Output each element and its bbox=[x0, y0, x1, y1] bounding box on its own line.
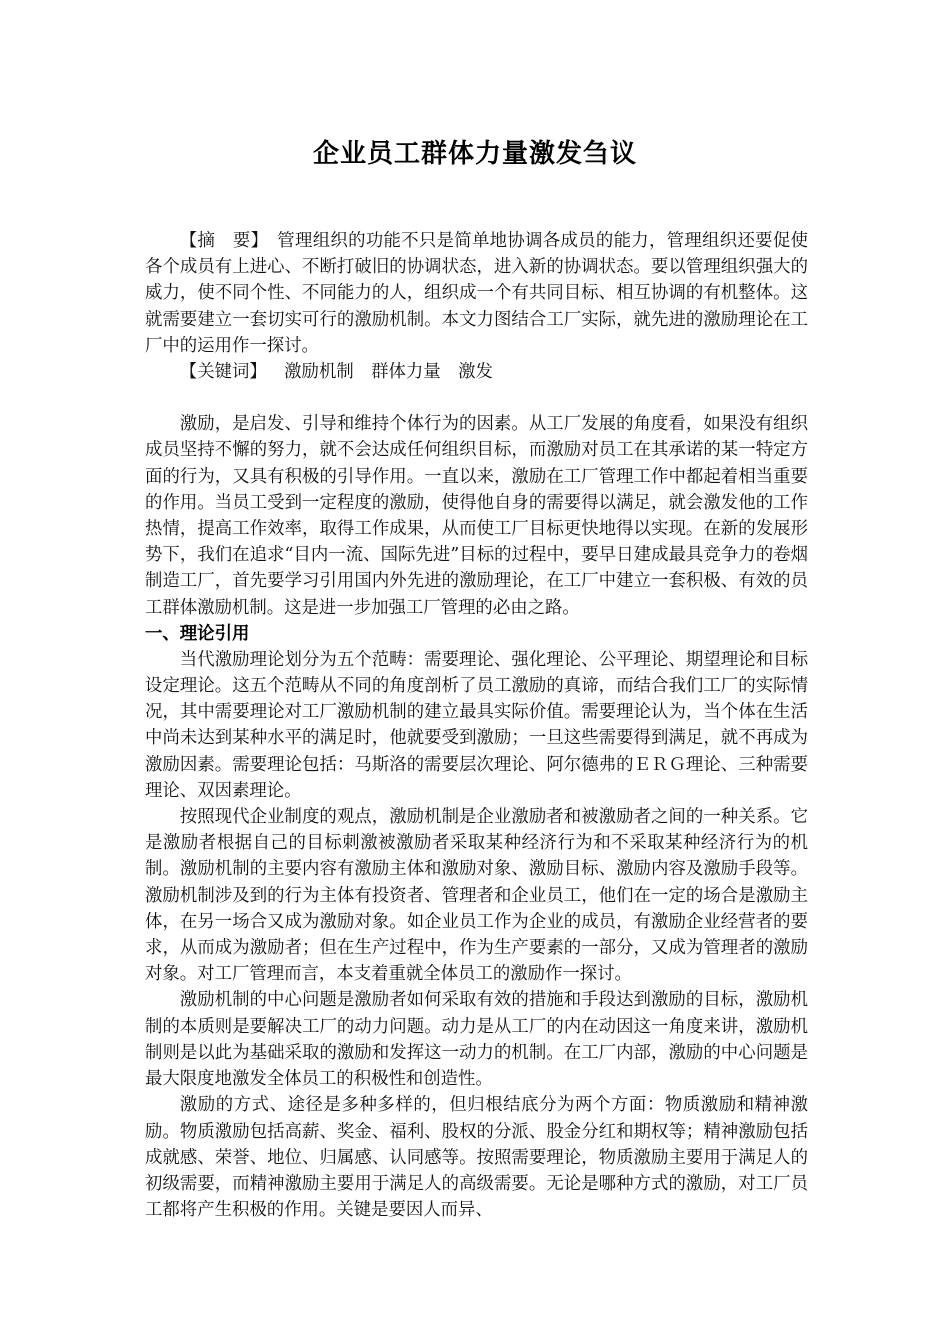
keywords-paragraph bbox=[145, 359, 808, 385]
body-paragraph: 按照现代企业制度的观点，激励机制是企业激励者和被激励者之间的一种关系。它是激励者根据自己的目标刺激被激励者采取某种经济行为和不采取某种经济行为的机制。激励机制的主要内容有激励主体和激励对象、激励目标、激励内容及激励手段等。激励机制涉及到的行为主体有投资者、管理者和企业员工，他们在一定的场合是激励主体，在另一场合又成为激励对象。如企业员工作为企业的成员，有激励企业经营者的要求，从而成为激励者；但在生产过程中，作为生产要素的一部分，又成为管理者的激励对象。对工厂管理而言，本支着重就全体员工的激励作一探讨。 bbox=[145, 807, 808, 985]
paragraph-spacer bbox=[145, 385, 808, 411]
body-paragraph: 激励机制的中心问题是激励者如何采取有效的措施和手段达到激励的目标，激励机制的本质则是要解决工厂的动力问题。动力是从工厂的内在动因这一角度来讲，激励机制则是以此为基础采取的激励和发挥这一动力的机制。在工厂内部，激励的中心问题是最大限度地激发全体员工的积极性和创造性。 bbox=[145, 990, 808, 1090]
keyword-item: 激励机制 bbox=[284, 362, 354, 383]
abstract-label: 【摘 要】 bbox=[179, 231, 260, 251]
section-heading: 一、理论引用 bbox=[145, 623, 250, 644]
keyword-item: 激发 bbox=[458, 362, 493, 383]
body-paragraph: 激励的方式、途径是多种多样的，但归根结底分为两个方面：物质激励和精神激励。物质激励包括高薪、奖金、福利、股权的分派、股金分红和期权等；精神激励包括成就感、荣誉、地位、归属感、认同感等。按照需要理论，物质激励主要用于满足人的初级需要，而精神激励主要用于满足人的高级需要。无论是哪种方式的激励，对工厂员工都将产生积极的作用。关键是要因人而异、 bbox=[145, 1095, 808, 1221]
abstract-paragraph bbox=[145, 228, 808, 359]
abstract-text: 管理组织的功能不只是简单地协调各成员的能力，管理组织还要促使各个成员有上进心、不断打破旧的协调状态，进入新的协调状态。要以管理组织强大的威力，使不同个性、不同能力的人，组织成一个有共同目标、相互协调的有机整体。这就需要建立一套切实可行的激励机制。本文力图结合工厂实际，就先进的激励理论在工厂中的运用作一探讨。 bbox=[145, 231, 808, 356]
keywords-label: 【关键词】 bbox=[179, 362, 267, 383]
intro-paragraph: 激励，是启发、引导和维持个体行为的因素。从工厂发展的角度看，如果没有组织成员坚持不懈的努力，就不会达成任何组织目标，而激励对员工在其承诺的某一特定方面的行为，又具有积极的引导作用。一直以来，激励在工厂管理工作中都起着相当重要的作用。当员工受到一定程度的激励，使得他自身的需要得以满足，就会激发他的工作热情，提高工作效率，取得工作成果，从而使工厂目标更快地得以实现。在新的发展形势下，我们在追求“目内一流、国际先进”目标的过程中，要早日建成最具竞争力的卷烟制造工厂，首先要学习引用国内外先进的激励理论，在工厂中建立一套积极、有效的员工群体激励机制。这是进一步加强工厂管理的必由之路。 bbox=[145, 414, 808, 618]
keyword-item: 群体力量 bbox=[371, 362, 441, 383]
body-paragraph: 当代激励理论划分为五个范畴：需要理论、强化理论、公平理论、期望理论和目标设定理论。这五个范畴从不同的角度剖析了员工激励的真谛，而结合我们工厂的实际情况，其中需要理论对工厂激励机制的建立最具实际价值。需要理论认为，当个体在生活中尚未达到某种水平的满足时，他就要受到激励；一旦这些需要得到满足，就不再成为激励因素。需要理论包括：马斯洛的需要层次理论、阿尔德弗的ＥＲＧ理论、三种需要理论、双因素理论。 bbox=[145, 649, 808, 801]
document-title: 企业员工群体力量激发刍议 bbox=[312, 139, 637, 169]
document-body bbox=[145, 228, 808, 1223]
